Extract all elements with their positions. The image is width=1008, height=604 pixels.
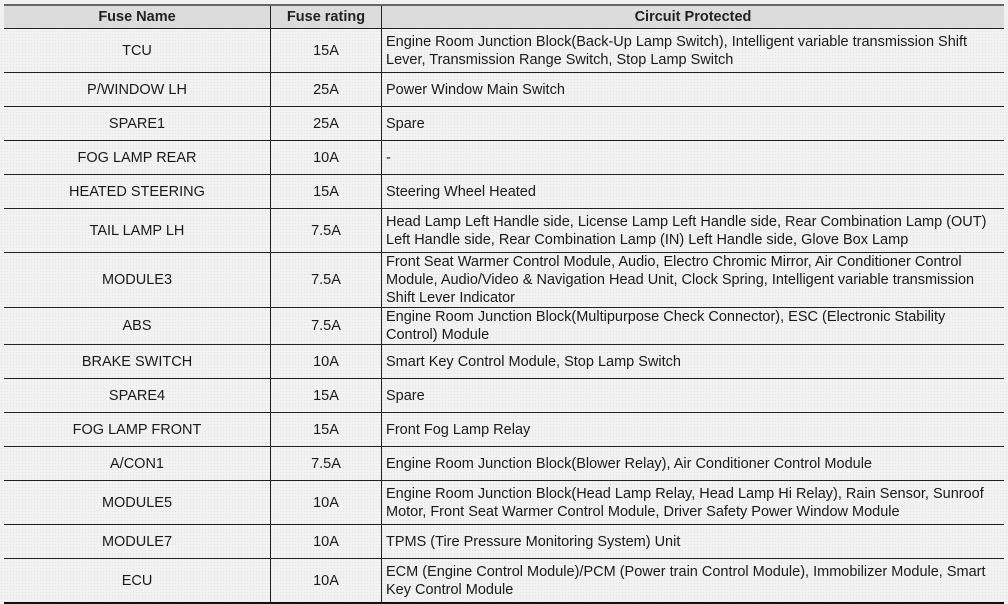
table-row	[4, 209, 1004, 253]
fuse-rating-cell: 10A	[271, 345, 382, 379]
fuse-rating-cell: 7.5A	[271, 253, 382, 308]
fuse-rating-cell: 10A	[271, 141, 382, 175]
fuse-name-cell: FOG LAMP REAR	[4, 141, 271, 175]
circuit-protected-cell: Smart Key Control Module, Stop Lamp Switch	[382, 345, 1005, 379]
fuse-rating-cell: 15A	[271, 413, 382, 447]
fuse-name-cell: TAIL LAMP LH	[4, 209, 271, 253]
header-fuse-rating: Fuse rating	[271, 5, 382, 29]
table-row	[4, 73, 1004, 107]
circuit-protected-cell: Front Fog Lamp Relay	[382, 413, 1005, 447]
header-circuit-protected: Circuit Protected	[382, 5, 1005, 29]
table-header	[4, 5, 1004, 29]
circuit-protected-cell: TPMS (Tire Pressure Monitoring System) Unit	[382, 525, 1005, 559]
circuit-protected-cell: -	[382, 141, 1005, 175]
circuit-protected-cell: Engine Room Junction Block(Blower Relay), Air Conditioner Control Module	[382, 447, 1005, 481]
table-row	[4, 481, 1004, 525]
table-row	[4, 253, 1004, 308]
fuse-name-cell: MODULE7	[4, 525, 271, 559]
circuit-protected-cell: Front Seat Warmer Control Module, Audio, Electro Chromic Mirror, Air Conditioner Control Module, Audio/Video & Navigation Head Unit, Clock Spring, Intelligent variable transmission Shift Lever Indicator	[382, 253, 1005, 308]
table-row	[4, 525, 1004, 559]
table-row	[4, 141, 1004, 175]
table-row	[4, 107, 1004, 141]
fuse-rating-cell: 25A	[271, 73, 382, 107]
circuit-protected-cell: Engine Room Junction Block(Back-Up Lamp Switch), Intelligent variable transmission Shift Lever, Transmission Range Switch, Stop Lamp Switch	[382, 29, 1005, 73]
circuit-protected-cell: Steering Wheel Heated	[382, 175, 1005, 209]
circuit-protected-cell: Engine Room Junction Block(Head Lamp Relay, Head Lamp Hi Relay), Rain Sensor, Sunroof Motor, Front Seat Warmer Control Module, Driver Safety Power Window Module	[382, 481, 1005, 525]
fuse-name-cell: MODULE5	[4, 481, 271, 525]
fuse-name-cell: ABS	[4, 308, 271, 345]
fuse-name-cell: MODULE3	[4, 253, 271, 308]
fuse-name-cell: BRAKE SWITCH	[4, 345, 271, 379]
fuse-rating-cell: 15A	[271, 29, 382, 73]
table-body	[4, 29, 1004, 604]
fuse-rating-cell: 10A	[271, 559, 382, 604]
fuse-name-cell: P/WINDOW LH	[4, 73, 271, 107]
fuse-name-cell: ECU	[4, 559, 271, 604]
table-row	[4, 175, 1004, 209]
fuse-rating-cell: 10A	[271, 481, 382, 525]
table-row	[4, 447, 1004, 481]
circuit-protected-cell: Engine Room Junction Block(Multipurpose Check Connector), ESC (Electronic Stability Control) Module	[382, 308, 1005, 345]
fuse-name-cell: A/CON1	[4, 447, 271, 481]
fuse-rating-cell: 7.5A	[271, 447, 382, 481]
fuse-rating-cell: 25A	[271, 107, 382, 141]
circuit-protected-cell: Spare	[382, 107, 1005, 141]
fuse-rating-cell: 15A	[271, 175, 382, 209]
circuit-protected-cell: Head Lamp Left Handle side, License Lamp Left Handle side, Rear Combination Lamp (OUT) Left Handle side, Rear Combination Lamp (IN) Left Handle side, Glove Box Lamp	[382, 209, 1005, 253]
table-row	[4, 345, 1004, 379]
table-row	[4, 29, 1004, 73]
header-row	[4, 5, 1004, 29]
table-row	[4, 379, 1004, 413]
table-row	[4, 413, 1004, 447]
fuse-name-cell: HEATED STEERING	[4, 175, 271, 209]
circuit-protected-cell: Power Window Main Switch	[382, 73, 1005, 107]
fuse-rating-cell: 7.5A	[271, 209, 382, 253]
fuse-name-cell: SPARE1	[4, 107, 271, 141]
fuse-rating-cell: 15A	[271, 379, 382, 413]
table-row	[4, 559, 1004, 604]
fuse-rating-cell: 7.5A	[271, 308, 382, 345]
fuse-name-cell: TCU	[4, 29, 271, 73]
fuse-table	[4, 4, 1004, 604]
circuit-protected-cell: Spare	[382, 379, 1005, 413]
header-fuse-name: Fuse Name	[4, 5, 271, 29]
fuse-rating-cell: 10A	[271, 525, 382, 559]
table-row	[4, 308, 1004, 345]
circuit-protected-cell: ECM (Engine Control Module)/PCM (Power train Control Module), Immobilizer Module, Smart Key Control Module	[382, 559, 1005, 604]
fuse-name-cell: SPARE4	[4, 379, 271, 413]
fuse-name-cell: FOG LAMP FRONT	[4, 413, 271, 447]
